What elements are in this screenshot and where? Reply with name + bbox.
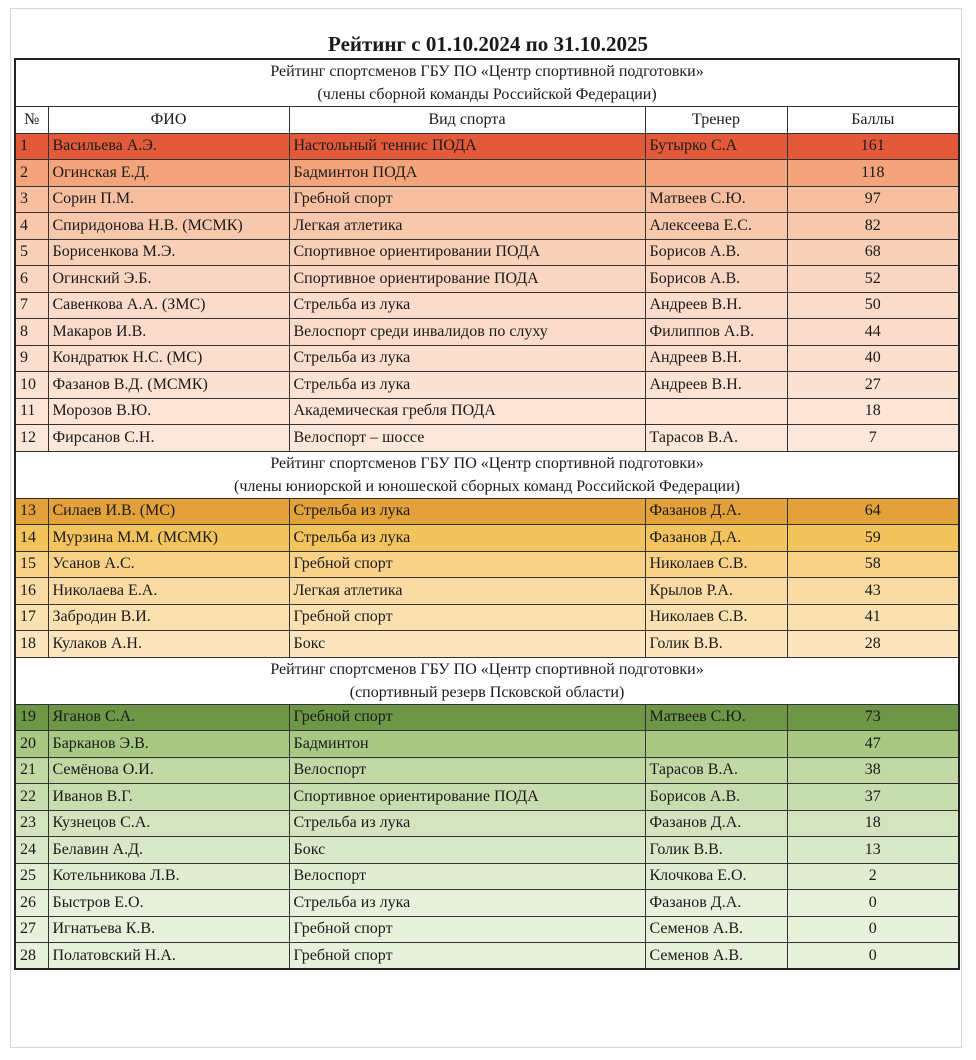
- cell-points: 0: [787, 943, 959, 970]
- table-row: [15, 292, 959, 319]
- cell-points: 50: [787, 292, 959, 319]
- cell-name: Усанов А.С.: [48, 551, 289, 578]
- rating-table: [14, 58, 960, 970]
- cell-sport: Гребной спорт: [289, 916, 645, 943]
- cell-sport: Стрельба из лука: [289, 810, 645, 837]
- cell-coach: Матвеев С.Ю.: [645, 186, 787, 213]
- cell-sport: Гребной спорт: [289, 186, 645, 213]
- column-header-points: Баллы: [787, 107, 959, 134]
- cell-num: 12: [15, 425, 48, 452]
- section-header: [15, 451, 959, 498]
- table-row: [15, 578, 959, 605]
- cell-coach: Фазанов Д.А.: [645, 890, 787, 917]
- table-row: [15, 319, 959, 346]
- cell-coach: Бутырко С.А: [645, 133, 787, 160]
- column-header-name: ФИО: [48, 107, 289, 134]
- cell-points: 38: [787, 757, 959, 784]
- cell-name: Борисенкова М.Э.: [48, 239, 289, 266]
- section-title: [15, 59, 959, 107]
- cell-sport: Стрельба из лука: [289, 525, 645, 552]
- cell-num: 15: [15, 551, 48, 578]
- cell-num: 19: [15, 704, 48, 731]
- cell-points: 44: [787, 319, 959, 346]
- cell-coach: Матвеев С.Ю.: [645, 704, 787, 731]
- section-title-line2: (спортивный резерв Псковской области): [349, 683, 625, 701]
- cell-name: Котельникова Л.В.: [48, 863, 289, 890]
- cell-points: 97: [787, 186, 959, 213]
- cell-name: Забродин В.И.: [48, 604, 289, 631]
- section-title-line2: (члены сборной команды Российской Федерации): [317, 86, 657, 103]
- cell-sport: Гребной спорт: [289, 943, 645, 970]
- section-title-line2: (члены юниорской и юношеской сборных команд Российской Федерации): [234, 477, 740, 495]
- page-title: Рейтинг с 01.10.2024 по 31.10.2025: [328, 32, 648, 56]
- cell-name: Мурзина М.М. (МСМК): [48, 525, 289, 552]
- cell-sport: Велоспорт среди инвалидов по слуху: [289, 319, 645, 346]
- cell-num: 17: [15, 604, 48, 631]
- cell-sport: Спортивное ориентирование ПОДА: [289, 266, 645, 293]
- cell-points: 13: [787, 837, 959, 864]
- cell-sport: Стрельба из лука: [289, 372, 645, 399]
- cell-points: 118: [787, 160, 959, 187]
- cell-coach: Андреев В.Н.: [645, 292, 787, 319]
- cell-sport: Стрельба из лука: [289, 498, 645, 525]
- cell-coach: Алексеева Е.С.: [645, 213, 787, 240]
- cell-sport: Стрельба из лука: [289, 292, 645, 319]
- cell-coach: Семенов А.В.: [645, 916, 787, 943]
- cell-name: Иванов В.Г.: [48, 784, 289, 811]
- section-title: [15, 657, 959, 704]
- cell-name: Силаев И.В. (МС): [48, 498, 289, 525]
- cell-points: 18: [787, 810, 959, 837]
- cell-num: 24: [15, 837, 48, 864]
- table-row: [15, 784, 959, 811]
- cell-coach: Фазанов Д.А.: [645, 525, 787, 552]
- table-row: [15, 943, 959, 970]
- cell-sport: Велоспорт – шоссе: [289, 425, 645, 452]
- cell-points: 7: [787, 425, 959, 452]
- cell-points: 2: [787, 863, 959, 890]
- table-row: [15, 631, 959, 658]
- cell-name: Белавин А.Д.: [48, 837, 289, 864]
- cell-num: 8: [15, 319, 48, 346]
- cell-num: 3: [15, 186, 48, 213]
- table-row: [15, 345, 959, 372]
- cell-num: 27: [15, 916, 48, 943]
- cell-name: Кузнецов С.А.: [48, 810, 289, 837]
- cell-points: 0: [787, 916, 959, 943]
- table-row: [15, 810, 959, 837]
- cell-points: 73: [787, 704, 959, 731]
- cell-num: 4: [15, 213, 48, 240]
- cell-points: 27: [787, 372, 959, 399]
- cell-sport: Стрельба из лука: [289, 345, 645, 372]
- cell-coach: Андреев В.Н.: [645, 345, 787, 372]
- cell-num: 1: [15, 133, 48, 160]
- cell-name: Макаров И.В.: [48, 319, 289, 346]
- cell-sport: Бокс: [289, 631, 645, 658]
- cell-name: Кондратюк Н.С. (МС): [48, 345, 289, 372]
- cell-coach: Николаев С.В.: [645, 604, 787, 631]
- table-row: [15, 266, 959, 293]
- cell-coach: Семенов А.В.: [645, 943, 787, 970]
- cell-coach: Тарасов В.А.: [645, 425, 787, 452]
- table-row: [15, 133, 959, 160]
- cell-points: 18: [787, 398, 959, 425]
- column-header-row: [15, 107, 959, 134]
- cell-sport: Легкая атлетика: [289, 213, 645, 240]
- cell-coach: Голик В.В.: [645, 631, 787, 658]
- table-row: [15, 704, 959, 731]
- cell-coach: [645, 398, 787, 425]
- cell-name: Полатовский Н.А.: [48, 943, 289, 970]
- cell-sport: Гребной спорт: [289, 551, 645, 578]
- cell-sport: Легкая атлетика: [289, 578, 645, 605]
- cell-sport: Настольный теннис ПОДА: [289, 133, 645, 160]
- cell-num: 13: [15, 498, 48, 525]
- cell-sport: Бадминтон ПОДА: [289, 160, 645, 187]
- cell-coach: Филиппов А.В.: [645, 319, 787, 346]
- column-header-coach: Тренер: [645, 107, 787, 134]
- cell-coach: Николаев С.В.: [645, 551, 787, 578]
- table-row: [15, 837, 959, 864]
- cell-coach: Тарасов В.А.: [645, 757, 787, 784]
- cell-num: 5: [15, 239, 48, 266]
- cell-points: 59: [787, 525, 959, 552]
- cell-coach: Борисов А.В.: [645, 266, 787, 293]
- cell-num: 16: [15, 578, 48, 605]
- cell-name: Сорин П.М.: [48, 186, 289, 213]
- cell-num: 7: [15, 292, 48, 319]
- cell-coach: [645, 160, 787, 187]
- cell-sport: Велоспорт: [289, 757, 645, 784]
- table-row: [15, 863, 959, 890]
- cell-name: Фазанов В.Д. (МСМК): [48, 372, 289, 399]
- cell-sport: Бокс: [289, 837, 645, 864]
- cell-sport: Академическая гребля ПОДА: [289, 398, 645, 425]
- cell-coach: Фазанов Д.А.: [645, 498, 787, 525]
- cell-num: 23: [15, 810, 48, 837]
- section-header: [15, 657, 959, 704]
- cell-points: 47: [787, 731, 959, 758]
- cell-points: 40: [787, 345, 959, 372]
- section-title-line1: Рейтинг спортсменов ГБУ ПО «Центр спортивной подготовки»: [270, 63, 704, 80]
- section-title-line1: Рейтинг спортсменов ГБУ ПО «Центр спортивной подготовки»: [270, 454, 704, 472]
- cell-coach: Фазанов Д.А.: [645, 810, 787, 837]
- cell-points: 58: [787, 551, 959, 578]
- table-row: [15, 372, 959, 399]
- cell-num: 10: [15, 372, 48, 399]
- cell-num: 11: [15, 398, 48, 425]
- rating-table-body: [15, 59, 959, 969]
- cell-points: 161: [787, 133, 959, 160]
- table-row: [15, 498, 959, 525]
- cell-name: Спиридонова Н.В. (МСМК): [48, 213, 289, 240]
- cell-name: Фирсанов С.Н.: [48, 425, 289, 452]
- cell-coach: Голик В.В.: [645, 837, 787, 864]
- cell-name: Игнатьева К.В.: [48, 916, 289, 943]
- cell-sport: Спортивное ориентирование ПОДА: [289, 784, 645, 811]
- table-row: [15, 398, 959, 425]
- section-title: [15, 451, 959, 498]
- cell-coach: Борисов А.В.: [645, 784, 787, 811]
- cell-num: 25: [15, 863, 48, 890]
- cell-name: Семёнова О.И.: [48, 757, 289, 784]
- cell-name: Кулаков А.Н.: [48, 631, 289, 658]
- cell-num: 28: [15, 943, 48, 970]
- cell-num: 14: [15, 525, 48, 552]
- cell-name: Васильева А.Э.: [48, 133, 289, 160]
- cell-num: 20: [15, 731, 48, 758]
- cell-points: 82: [787, 213, 959, 240]
- cell-sport: Бадминтон: [289, 731, 645, 758]
- cell-sport: Стрельба из лука: [289, 890, 645, 917]
- cell-coach: Андреев В.Н.: [645, 372, 787, 399]
- cell-points: 64: [787, 498, 959, 525]
- table-row: [15, 525, 959, 552]
- table-row: [15, 239, 959, 266]
- cell-points: 52: [787, 266, 959, 293]
- table-row: [15, 604, 959, 631]
- table-row: [15, 551, 959, 578]
- cell-sport: Гребной спорт: [289, 604, 645, 631]
- cell-points: 28: [787, 631, 959, 658]
- cell-num: 2: [15, 160, 48, 187]
- cell-num: 9: [15, 345, 48, 372]
- cell-sport: Спортивное ориентировании ПОДА: [289, 239, 645, 266]
- cell-points: 37: [787, 784, 959, 811]
- cell-coach: Крылов Р.А.: [645, 578, 787, 605]
- table-row: [15, 757, 959, 784]
- cell-coach: [645, 731, 787, 758]
- cell-points: 41: [787, 604, 959, 631]
- table-row: [15, 160, 959, 187]
- cell-points: 68: [787, 239, 959, 266]
- cell-sport: Гребной спорт: [289, 704, 645, 731]
- section-title-line1: Рейтинг спортсменов ГБУ ПО «Центр спортивной подготовки»: [270, 660, 704, 678]
- cell-points: 43: [787, 578, 959, 605]
- cell-sport: Велоспорт: [289, 863, 645, 890]
- cell-num: 18: [15, 631, 48, 658]
- cell-name: Николаева Е.А.: [48, 578, 289, 605]
- cell-name: Быстров Е.О.: [48, 890, 289, 917]
- cell-name: Огинская Е.Д.: [48, 160, 289, 187]
- cell-name: Огинский Э.Б.: [48, 266, 289, 293]
- table-row: [15, 916, 959, 943]
- cell-name: Яганов С.А.: [48, 704, 289, 731]
- column-header-sport: Вид спорта: [289, 107, 645, 134]
- cell-points: 0: [787, 890, 959, 917]
- cell-name: Савенкова А.А. (ЗМС): [48, 292, 289, 319]
- table-row: [15, 425, 959, 452]
- table-row: [15, 890, 959, 917]
- cell-coach: Борисов А.В.: [645, 239, 787, 266]
- cell-num: 22: [15, 784, 48, 811]
- cell-name: Барканов Э.В.: [48, 731, 289, 758]
- cell-num: 26: [15, 890, 48, 917]
- table-row: [15, 186, 959, 213]
- table-row: [15, 213, 959, 240]
- cell-name: Морозов В.Ю.: [48, 398, 289, 425]
- cell-coach: Клочкова Е.О.: [645, 863, 787, 890]
- table-row: [15, 731, 959, 758]
- cell-num: 21: [15, 757, 48, 784]
- column-header-num: №: [15, 107, 48, 134]
- cell-num: 6: [15, 266, 48, 293]
- section-header: [15, 59, 959, 107]
